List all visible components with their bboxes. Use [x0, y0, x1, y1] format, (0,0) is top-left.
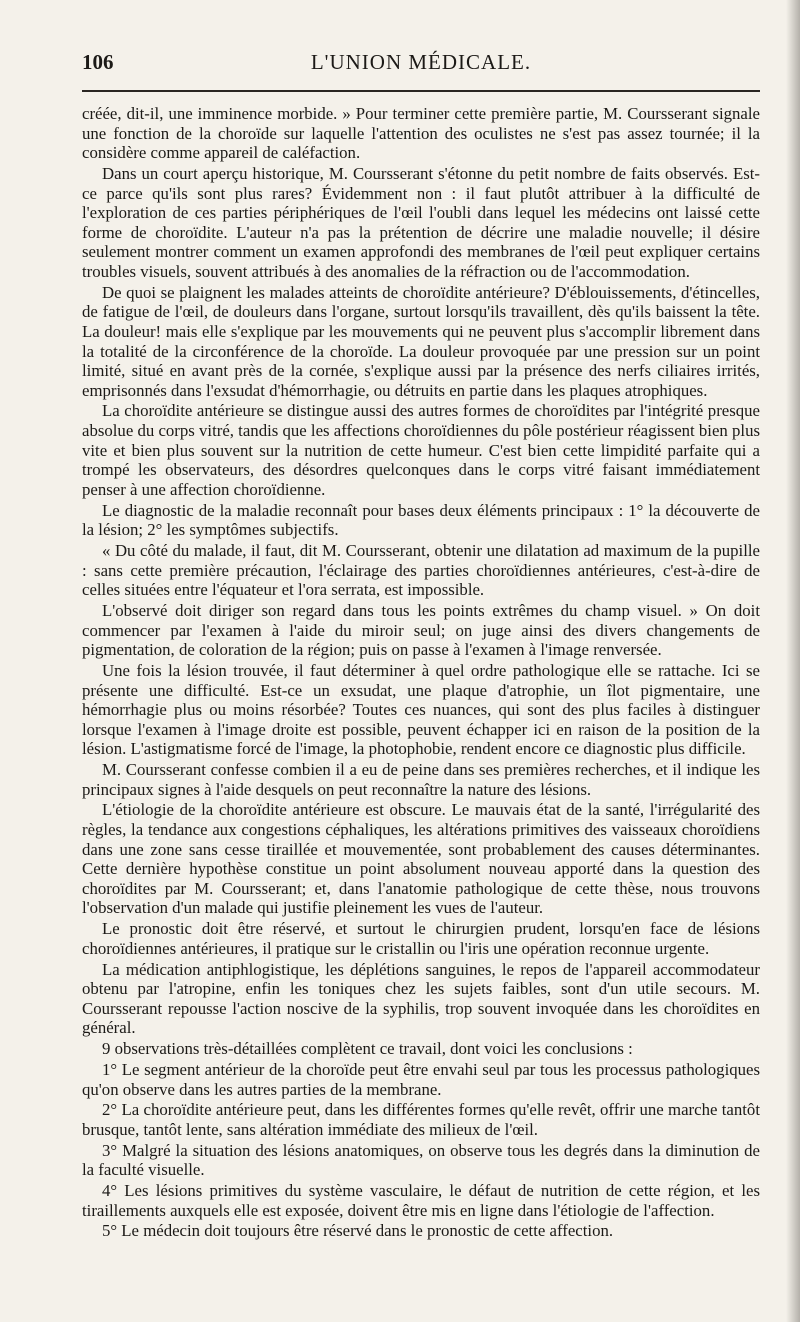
conclusion-item: 3° Malgré la situation des lésions anatomiques, on observe tous les degrés dans la diminution de la faculté visuelle. [82, 1140, 760, 1180]
conclusion-item: 2° La choroïdite antérieure peut, dans les différentes formes qu'elle revêt, offrir une marche tantôt brusque, tantôt lente, sans altération immédiate des milieux de l'œil. [82, 1100, 760, 1139]
paragraph: Dans un court aperçu historique, M. Coursserant s'étonne du petit nombre de faits observés. Est-ce parce qu'ils sont plus rares? Évidemment non : il faut plutôt attribuer à la difficulté de l'exploration de ces parties périphériques de l'œil l'oubli dans lequel les médecins ont laissé cette forme de choroïdite. L'auteur n'a pas la prétention de décrire une maladie nouvelle; il désire seulement montrer comment un examen approfondi des membranes de l'œil peut expliquer certains troubles visuels, souvent attribués à des anomalies de la réfraction ou de l'accommodation. [82, 163, 760, 281]
paragraph: La médication antiphlogistique, les déplétions sanguines, le repos de l'appareil accommodateur obtenu par l'atropine, enfin les toniques chez les sujets faibles, sont d'un utile secours. M. Coursserant repousse l'action noscive de la syphilis, trop souvent invoquée dans les choroïdites en général. [82, 959, 760, 1038]
paragraph: La choroïdite antérieure se distingue aussi des autres formes de choroïdites par l'intégrité presque absolue du corps vitré, tandis que les affections choroïdiennes du pôle postérieur réagissent bien plus vite et bien plus souvent sur la nutrition de cette humeur. C'est bien cette limpidité parfaite qui a trompé les observateurs, des désordres quelconques dans le corps vitré faisant immédiatement penser à une affection choroïdienne. [82, 401, 760, 499]
paragraph: « Du côté du malade, il faut, dit M. Coursserant, obtenir une dilatation ad maximum de la pupille : sans cette première précaution, l'éclairage des parties choroïdiennes antérieures, c'est-à-dire de celles situées entre l'équateur et l'ora serrata, est impossible. [82, 541, 760, 600]
conclusion-item: 1° Le segment antérieur de la choroïde peut être envahi seul par tous les processus pathologiques qu'on observe dans les autres parties de la membrane. [82, 1059, 760, 1099]
paragraph: L'observé doit diriger son regard dans tous les points extrêmes du champ visuel. » On doit commencer par l'examen à l'aide du miroir seul; on juge ainsi des divers changements de pigmentation, de coloration de la région; puis on passe à l'examen à l'image renversée. [82, 600, 760, 660]
running-head: L'UNION MÉDICALE. [310, 50, 532, 74]
paragraph: 9 observations très-détaillées complètent ce travail, dont voici les conclusions : [102, 1039, 633, 1059]
page-edge-shadow [786, 0, 800, 1322]
paragraph: créée, dit-il, une imminence morbide. » Pour terminer cette première partie, M. Coursserant signale une fonction de la choroïde sur laquelle l'attention des oculistes ne s'est pas assez tournée; il la considère comme appareil de caléfaction. [82, 104, 760, 163]
paragraph: L'étiologie de la choroïdite antérieure est obscure. Le mauvais état de la santé, l'irrégularité des règles, la tendance aux congestions céphaliques, les altérations primitives des vaisseaux choroïdiens dans une zone sans cesse tiraillée et mouvementée, sont probablement des causes déterminantes. Cette dernière hypothèse constitue un point absolument nouveau apporté dans la question des choroïdites par M. Coursserant; et, dans l'anatomie pathologique de cette thèse, nous trouvons l'observation d'un malade qui justifie pleinement les vues de l'auteur. [82, 800, 760, 918]
paragraph: Le pronostic doit être réservé, et surtout le chirurgien prudent, lorsqu'en face de lésions choroïdiennes antérieures, il pratique sur le cristallin ou l'iris une opération reconnue urgente. [82, 919, 760, 958]
page-header [82, 50, 760, 92]
paragraph: M. Coursserant confesse combien il a eu de peine dans ses premières recherches, et il indique les principaux signes à l'aide desquels on peut reconnaître la nature des lésions. [82, 760, 760, 799]
paragraph: Une fois la lésion trouvée, il faut déterminer à quel ordre pathologique elle se rattache. Ici se présente une difficulté. Est-ce un exsudat, une plaque d'atrophie, un îlot pigmentaire, une hémorrhagie plus ou moins résorbée? Toutes ces nuances, qui sont des plus faciles à distinguer lorsque l'examen à l'image droite est possible, peuvent échapper ici en raison de la position de la lésion. L'astigmatisme forcé de l'image, la photophobie, rendent encore ce diagnostic plus difficile. [82, 660, 760, 759]
paragraph: De quoi se plaignent les malades atteints de choroïdite antérieure? D'éblouissements, d'étincelles, de fatigue de l'œil, de douleurs dans l'organe, surtout lorsqu'ils travaillent, dès qu'ils baissent la tête. La douleur! mais elle s'explique par les mouvements qui ne peuvent plus s'accomplir librement dans la totalité de la circonférence de la choroïde. La douleur provoquée par une pression sur un point limité, situé en avant près de la cornée, s'explique aussi par la présence des nerfs ciliaires irrités, emprisonnés dans l'exsudat d'hémorrhagie, ou détruits en partie dans les plaques atrophiques. [82, 282, 760, 400]
page-number: 106 [82, 50, 114, 74]
paragraph: Le diagnostic de la maladie reconnaît pour bases deux éléments principaux : 1° la découverte de la lésion; 2° les symptômes subjectifs. [82, 500, 760, 540]
conclusion-item: 4° Les lésions primitives du système vasculaire, le défaut de nutrition de cette région, et les tiraillements auxquels elle est exposée, doivent être mis en ligne dans l'étiologie de l'affection. [82, 1181, 760, 1220]
article-body [82, 104, 760, 1241]
conclusion-item: 5° Le médecin doit toujours être réservé dans le pronostic de cette affection. [102, 1221, 614, 1241]
